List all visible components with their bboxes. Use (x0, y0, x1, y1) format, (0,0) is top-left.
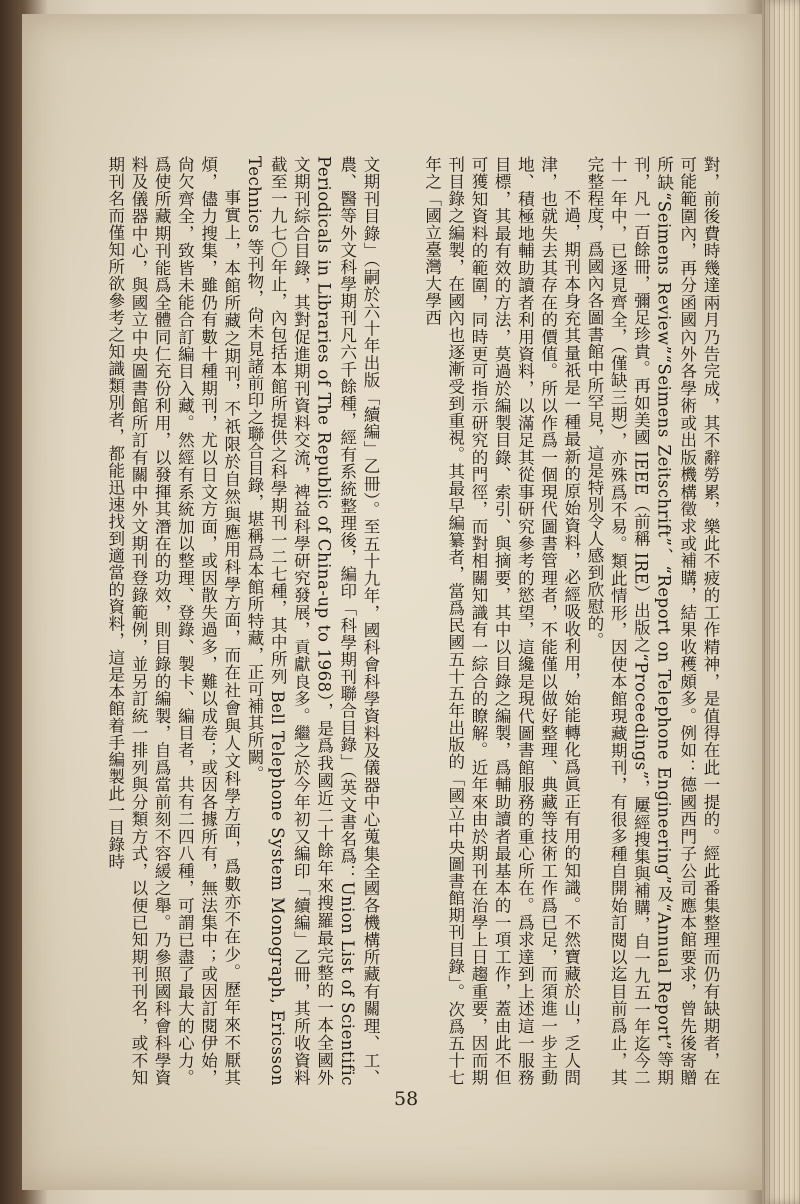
left-text-column (82, 156, 382, 1086)
paragraph: 事實上，本館所藏之期刊，不祇限於自然與應用科學方面，而在社會與人文科學方面，爲數亦不在少。歷年來不厭其煩，儘力搜集，雖仍有數十種期刊，尤以日文方面，或因散失過多，難以成卷；或因各據所有，無法集中；或因訂閱伊始，尙欠齊全，致皆未能合訂編目入藏。然經有系統加以整理、登錄、製卡、編目者，共有二四八種，可謂已盡了最大的心力。爲使所藏期刊能爲全體同仁充份利用，以發揮其潛在的功效，則目錄的編製，自爲當前刻不容緩之舉。乃參照國科會科學資料及儀器中心，與國立中央圖書館所訂有關中外文期刊登錄範例，並另訂統一排列與分類方式，以便已知期刊刊名，或不知期刊名而僅知所欲參考之知識類別者，都能迅速找到適當的資料，這是本館着手編製此一目錄時 (105, 156, 241, 1086)
book-page (22, 14, 762, 1190)
page-edges (762, 0, 800, 1204)
paragraph: 不過，期刊本身充其量祇是一種最新的原始資料，必經吸收利用，始能轉化爲眞正有用的知識。不然寶藏於山，乏人問津，也就失去其存在的價值。所以作爲一個現代圖書管理者，不能僅以做好整理、典藏等技術工作爲已足，而須進一步主動地、積極地輔助讀者利用資料，以滿足其從事研究參考的慾望，這纔是現代圖書館服務的重心所在。爲求達到上述這一服務目標，其最有效的方法，莫過於編製目錄、索引、與摘要，其中以目錄之編製，爲輔助讀者最基本的一項工作，蓋由此不但可獲知資料的範圍，同時更可指示研究的門徑，而對相關知識有一綜合的瞭解。近年來由於期刊在治學上日趨重要，因而期刊目錄之編製，在國內也逐漸受到重視。其最早編纂者，當爲民國五十五年出版的「國立中央圖書館期刊目錄」。次爲五十七年之「國立臺灣大學西 (422, 156, 581, 1086)
right-text-column (412, 156, 722, 1086)
paragraph: 文期刊目錄」（嗣於六十年出版「續編」乙冊）。至五十九年，國科會科學資料及儀器中心蒐集全國各機構所藏有關理、工、農、醫等外文科學期刊凡六千餘種，經有系統整理後，編印「科學期刊聯合目錄」（英文書名爲：Union List of Scientific Periodicals in Libraries of The Republic of China-up to 1968），是爲我國近二十餘年來搜羅最完整的一本全國外文期刊綜合目錄，其對促進期刊資料交流，裨益科學研究發展，貢獻良多。繼之於今年初又編印「續編」乙冊，其所收資料截至一九七〇年止，內包括本館所提供之科學期刊一二七種，其中所列 Bell Telephone System Monograph, Ericsson Technics 等刊物，尙未見諸前印之聯合目錄，堪稱爲本館所特藏，正可補其所闕。 (244, 156, 380, 1086)
page-number: 58 (394, 1088, 419, 1110)
paragraph: 對，前後費時幾達兩月乃告完成，其不辭勞累，樂此不疲的工作精神，是值得在此一提的。經此番集整理而仍有缺期者，在可能範圍內，再分函國內外各學術或出版機構徵求或補購，結果收穫頗多。例如：德國西門子公司應本館要求，曾先後寄贈所缺“Seimens Review”“Seimens Zeitschrift”、“Report on Telephone Engineering”及“Annual Report”等期刊，凡一百餘冊，彌足珍貴。再如美國 IEEE（前稱 IRE）出版之“Proceedings”，屢經搜集與補購，自一九五一年迄今二十一年中，已逐見齊全，（僅缺三期），亦殊爲不易。類此情形，因使本館現藏期刊，有很多種自開始訂閱以迄目前爲止，其完整程度，爲國內各圖書館中所罕見，這是特別令人感到欣慰的。 (584, 156, 720, 1086)
